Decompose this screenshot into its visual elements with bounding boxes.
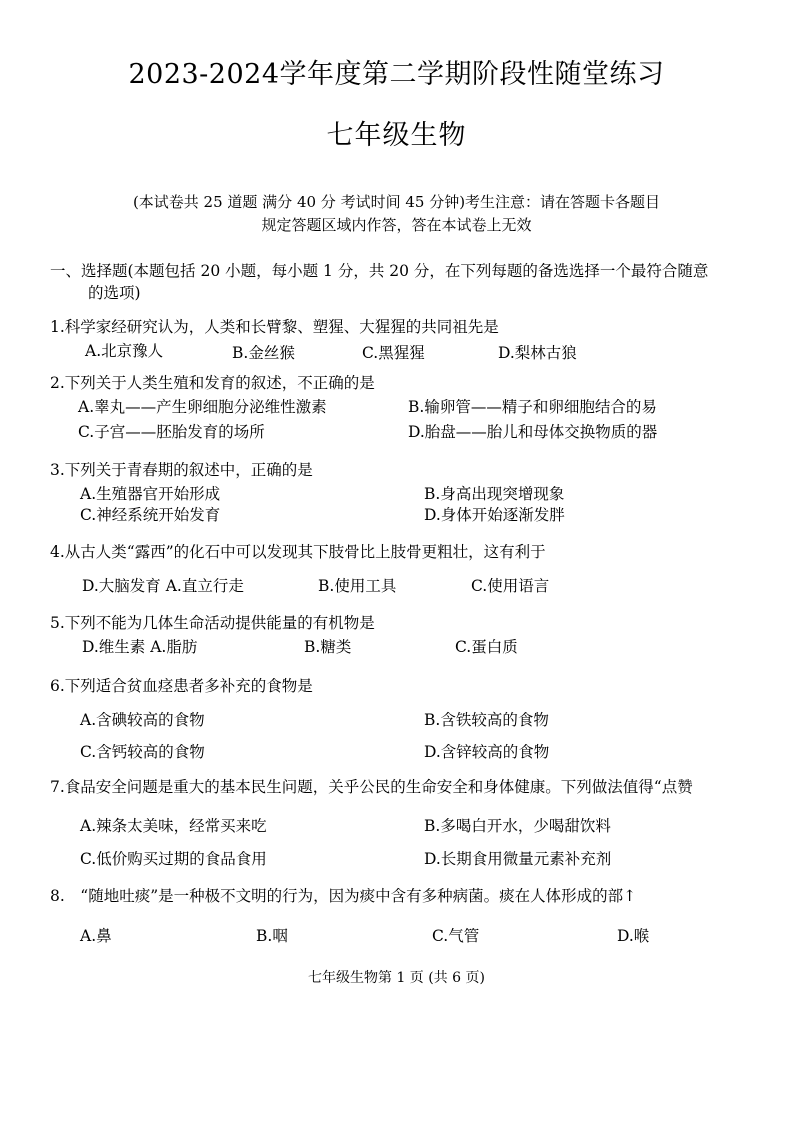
section-heading: 一、选择题(本题包括 20 小题，每小题 1 分，共 20 分，在下列每题的备选选择一个最符合随意 xyxy=(50,262,709,280)
option-a: A.北京豫人 xyxy=(85,342,164,360)
exam-note-line2: 规定答题区域内作答，答在本试卷上无效 xyxy=(261,216,532,234)
option-b: B.使用工具 xyxy=(318,577,397,595)
subject-title: 七年级生物 xyxy=(326,120,467,151)
question-stem: 3.下列关于青春期的叙述中，正确的是 xyxy=(50,461,313,479)
option-b: B.糖类 xyxy=(304,638,352,656)
option-c: C.含钙较高的食物 xyxy=(80,743,205,761)
option-c: C.蛋白质 xyxy=(455,638,518,656)
question-stem: 8. “随地吐痰”是一种极不文明的行为，因为痰中含有多种病菌。痰在人体形成的部↑ xyxy=(50,887,637,905)
section-heading-cont: 的选项) xyxy=(88,284,141,302)
page-footer: 七年级生物第 1 页 (共 6 页) xyxy=(308,970,485,986)
question-stem: 4.从古人类“露西”的化石中可以发现其下肢骨比上肢骨更粗壮，这有利于 xyxy=(50,543,546,561)
option-d: D.梨林古狼 xyxy=(498,344,577,362)
option-c: C.子宫——胚胎发育的场所 xyxy=(78,423,265,441)
option-c: C.使用语言 xyxy=(471,577,550,595)
option-c: C.神经系统开始发育 xyxy=(80,506,221,524)
option-b: B.咽 xyxy=(256,927,288,945)
option-a: A.睾丸——产生卵细胞分泌维性激素 xyxy=(78,398,327,416)
option-c: C.黑猩猩 xyxy=(362,344,425,362)
question-stem: 7.食品安全问题是重大的基本民生问题，关乎公民的生命安全和身体健康。下列做法值得“点赞 xyxy=(50,778,693,796)
option-b: B.输卵管——精子和卵细胞结合的易 xyxy=(408,398,657,416)
option-b: B.金丝猴 xyxy=(232,344,295,362)
option-a: A.辣条太美味，经常买来吃 xyxy=(80,817,267,835)
exam-note-line1: (本试卷共 25 道题 满分 40 分 考试时间 45 分钟)考生注意：请在答题卡各题目 xyxy=(132,193,661,211)
option-b: B.多喝白开水，少喝甜饮料 xyxy=(424,817,611,835)
option-d: D.长期食用微量元素补充剂 xyxy=(424,850,612,868)
question-stem: 6.下列适合贫血痉患者多补充的食物是 xyxy=(50,677,313,695)
option-d-a: D.大脑发育 A.直立行走 xyxy=(82,577,244,595)
option-d: D.身体开始逐渐发胖 xyxy=(424,506,565,524)
option-a: A.鼻 xyxy=(80,927,112,945)
option-d-a: D.维生素 A.脂肪 xyxy=(82,638,198,656)
option-a: A.生殖器官开始形成 xyxy=(80,485,221,503)
option-b: B.身高出现突增现象 xyxy=(424,485,565,503)
option-d: D.喉 xyxy=(617,927,650,945)
option-d: D.胎盘——胎儿和母体交换物质的器 xyxy=(408,423,658,441)
question-stem: 5.下列不能为几体生命活动提供能量的有机物是 xyxy=(50,614,375,632)
option-c: C.气管 xyxy=(432,927,480,945)
option-a: A.含碘较高的食物 xyxy=(80,711,205,729)
option-b: B.含铁较高的食物 xyxy=(424,711,549,729)
option-d: D.含锌较高的食物 xyxy=(424,743,550,761)
exam-title: 2023-2024学年度第二学期阶段性随堂练习 xyxy=(128,59,665,90)
question-stem: 1.科学家经研究认为，人类和长臂黎、塑猩、大猩猩的共同祖先是 xyxy=(50,318,499,336)
question-stem: 2.下列关于人类生殖和发育的叙述，不正确的是 xyxy=(50,374,375,392)
option-c: C.低价购买过期的食品食用 xyxy=(80,850,267,868)
